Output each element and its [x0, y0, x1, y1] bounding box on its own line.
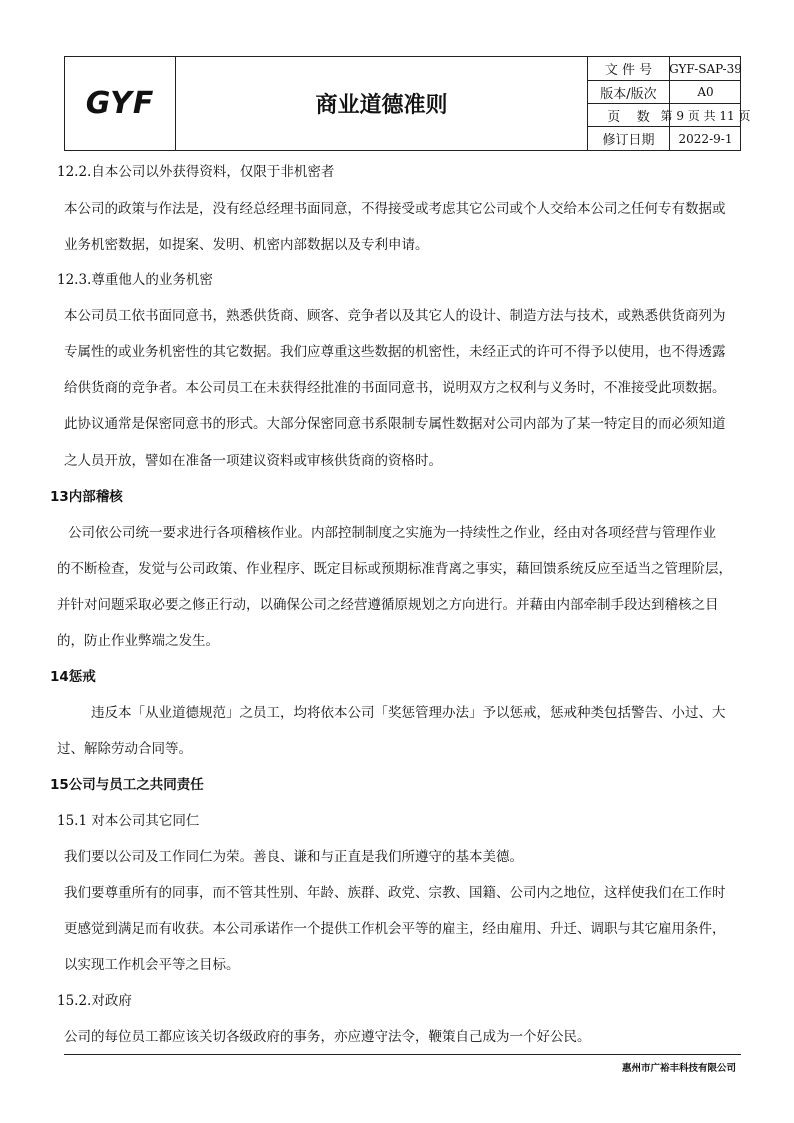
meta-value: 2022-9-1 [678, 131, 733, 146]
footer-divider [64, 1054, 741, 1055]
paragraph-line: 本公司员工依书面同意书，熟悉供货商、顾客、竞争者以及其它人的设计、制造方法与技术，或熟悉供货商列为 [64, 308, 726, 324]
section-heading-15-1: 15.1 对本公司其它同仁 [57, 813, 200, 829]
meta-value: A0 [697, 85, 714, 99]
paragraph-line: 之人员开放，譬如在准备一项建议资料或审核供货商的资格时。 [64, 453, 442, 469]
meta-value: 第 9 页 共 11 页 [660, 108, 751, 123]
paragraph-line: 给供货商的竞争者。本公司员工在未获得经批准的书面同意书，说明双方之权利与义务时，不准接受此项数据。 [64, 380, 726, 396]
paragraph-line: 专属性的或业务机密性的其它数据。我们应尊重这些数据的机密性，未经正式的许可不得予以使用，也不得透露 [64, 344, 726, 360]
section-heading-13: 13内部稽核 [50, 489, 123, 505]
meta-key: 修订日期 [588, 127, 670, 150]
section-heading-14: 14惩戒 [50, 669, 96, 685]
paragraph-line: 此协议通常是保密同意书的形式。大部分保密同意书系限制专属性数据对公司内部为了某一特定目的而必须知道 [64, 416, 726, 432]
paragraph-line: 以实现工作机会平等之目标。 [64, 957, 240, 973]
meta-key: 文 件 号 [588, 57, 670, 80]
paragraph-line: 的不断检查，发觉与公司政策、作业程序、既定目标或预期标准背离之事实，藉回馈系统反应至适当之管理阶层， [57, 561, 732, 577]
meta-key: 版本/版次 [588, 81, 670, 103]
paragraph-line: 的，防止作业弊端之发生。 [57, 633, 219, 649]
paragraph-line: 过、解除劳动合同等。 [57, 741, 192, 757]
section-heading-15: 15公司与员工之共同责任 [50, 777, 204, 793]
paragraph-line: 并针对问题采取必要之修正行动，以确保公司之经营遵循原规划之方向进行。并藉由内部牵制手段达到稽核之目 [57, 597, 719, 613]
paragraph-line: 公司的每位员工都应该关切各级政府的事务，亦应遵守法令，鞭策自己成为一个好公民。 [64, 1029, 591, 1045]
meta-row-version [588, 80, 741, 103]
meta-value: GYF-SAP-39 [669, 61, 742, 76]
meta-row-doc-no [588, 57, 741, 80]
paragraph-line: 业务机密数据，如提案、发明、机密内部数据以及专利申请。 [64, 237, 429, 253]
section-heading-12-2: 12.2.自本公司以外获得资料，仅限于非机密者 [57, 164, 335, 180]
meta-row-pages [588, 103, 751, 126]
section-heading-15-2: 15.2.对政府 [57, 993, 132, 1009]
meta-row-revision-date [588, 126, 741, 150]
paragraph-line: 我们要尊重所有的同事，而不管其性别、年龄、族群、政党、宗教、国籍、公司内之地位，这样使我们在工作时 [64, 885, 726, 901]
document-meta-table [587, 57, 751, 150]
paragraph-line: 本公司的政策与作法是，没有经总经理书面同意，不得接受或考虑其它公司或个人交给本公司之任何专有数据或 [64, 201, 726, 217]
document-header [64, 56, 751, 151]
paragraph-line: 公司依公司统一要求进行各项稽核作业。内部控制制度之实施为一持续性之作业，经由对各项经营与管理作业 [68, 525, 716, 541]
meta-key: 页 数 [588, 104, 670, 126]
section-heading-12-3: 12.3.尊重他人的业务机密 [57, 272, 213, 288]
paragraph-line: 更感觉到满足而有收获。本公司承诺作一个提供工作机会平等的雇主，经由雇用、升迁、调职与其它雇用条件， [64, 921, 726, 937]
footer-company: 惠州市广裕丰科技有限公司 [621, 1063, 736, 1074]
paragraph-line: 我们要以公司及工作同仁为荣。善良、谦和与正直是我们所遵守的基本美德。 [64, 849, 523, 865]
paragraph-line: 违反本「从业道德规范」之员工，均将依本公司「奖惩管理办法」予以惩戒，惩戒种类包括警告、小过、大 [91, 705, 726, 721]
document-title: 商业道德准则 [315, 93, 448, 118]
company-logo: GYF [65, 57, 176, 150]
